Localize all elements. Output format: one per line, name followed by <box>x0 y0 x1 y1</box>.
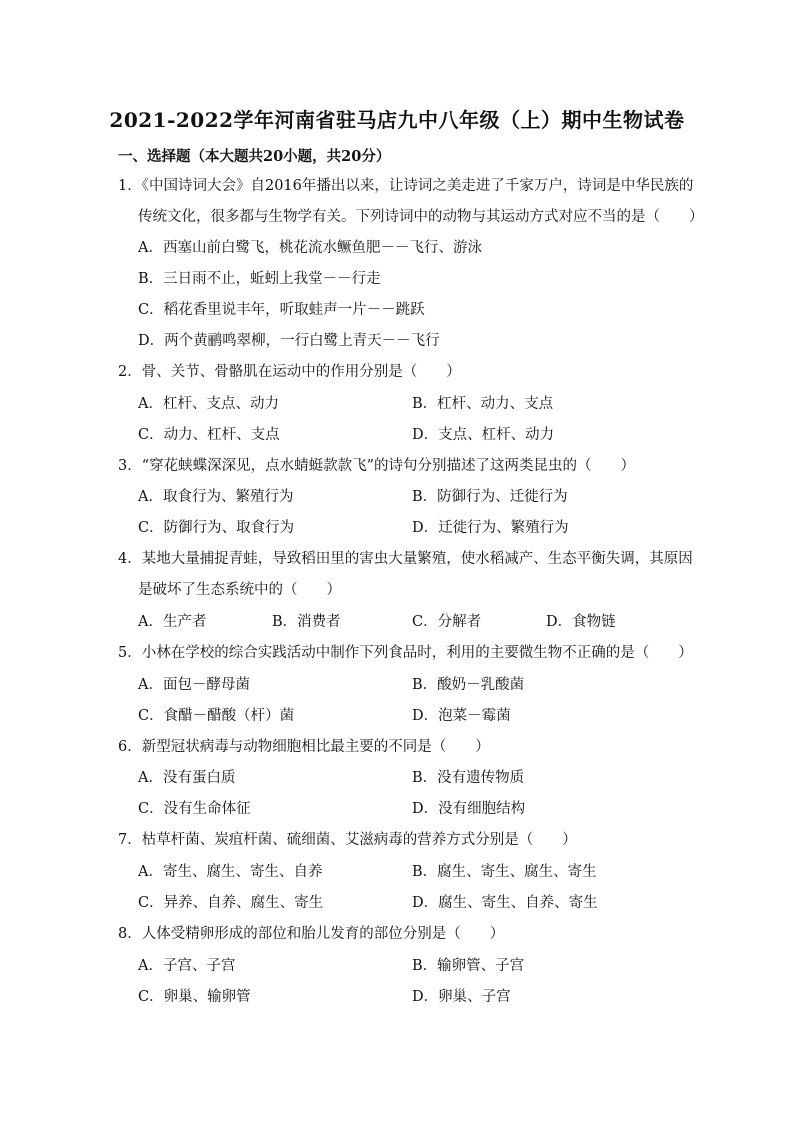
question-3-option-d: D．迁徙行为、繁殖行为 <box>412 520 569 536</box>
question-7-stem: 7．枯草杆菌、炭疽杆菌、硫细菌、艾滋病毒的营养方式分别是（ ） <box>118 832 577 848</box>
question-3-option-b: B．防御行为、迁徙行为 <box>412 489 568 505</box>
question-6-option-a: A．没有蛋白质 <box>138 770 236 786</box>
question-3-stem: 3．“穿花蛱蝶深深见，点水蜻蜓款款飞”的诗句分别描述了这两类昆虫的（ ） <box>118 458 636 474</box>
question-4-option-d: D．食物链 <box>546 614 616 630</box>
question-2-option-d: D．支点、杠杆、动力 <box>412 427 555 443</box>
question-4-option-b: B．消费者 <box>272 614 341 630</box>
question-8-option-d: D．卵巢、子宫 <box>412 989 511 1005</box>
question-7-option-c: C．异养、自养、腐生、寄生 <box>138 895 324 911</box>
question-5-stem: 5．小林在学校的综合实践活动中制作下列食品时，利用的主要微生物不正确的是（ ） <box>118 645 693 661</box>
question-8-option-a: A．子宫、子宫 <box>138 958 236 974</box>
question-4-option-c: C．分解者 <box>412 614 482 630</box>
question-6-option-b: B．没有遗传物质 <box>412 770 525 786</box>
question-8-option-c: C．卵巢、输卵管 <box>138 989 251 1005</box>
question-1-stem-line-2: 传统文化，很多都与生物学有关。下列诗词中的动物与其运动方式对应不当的是（ ） <box>138 209 704 225</box>
exam-title: 2021-2022学年河南省驻马店九中八年级（上）期中生物试卷 <box>109 108 685 132</box>
question-1-option-b: B．三日雨不止，蚯蚓上我堂－－行走 <box>138 271 381 287</box>
question-6-option-d: D．没有细胞结构 <box>412 801 526 817</box>
question-7-option-a: A．寄生、腐生、寄生、自养 <box>138 864 323 880</box>
question-4-stem-line-2: 是破坏了生态系统中的（ ） <box>138 582 341 598</box>
question-1-option-a: A．西塞山前白鹭飞，桃花流水鳜鱼肥－－飞行、游泳 <box>138 240 482 256</box>
question-8-option-b: B．输卵管、子宫 <box>412 958 525 974</box>
question-2-option-c: C．动力、杠杆、支点 <box>138 427 280 443</box>
question-5-option-d: D．泡菜－霉菌 <box>412 708 511 724</box>
question-4-stem-line-1: 4．某地大量捕捉青蛙，导致稻田里的害虫大量繁殖，使水稻减产、生态平衡失调，其原因 <box>118 551 693 567</box>
question-7-option-b: B．腐生、寄生、腐生、寄生 <box>412 864 597 880</box>
question-2-option-a: A．杠杆、支点、动力 <box>138 396 279 412</box>
question-5-option-c: C．食醋－醋酸（杆）菌 <box>138 708 295 724</box>
question-6-stem: 6．新型冠状病毒与动物细胞相比最主要的不同是（ ） <box>118 739 490 755</box>
question-1-option-c: C．稻花香里说丰年，听取蛙声一片－－跳跃 <box>138 302 425 318</box>
question-1-option-d: D．两个黄鹂鸣翠柳，一行白鹭上青天－－飞行 <box>138 333 440 349</box>
question-2-stem: 2．骨、关节、骨骼肌在运动中的作用分别是（ ） <box>118 364 461 380</box>
question-3-option-a: A．取食行为、繁殖行为 <box>138 489 294 505</box>
question-8-stem: 8．人体受精卵形成的部位和胎儿发育的部位分别是（ ） <box>118 926 505 942</box>
question-5-option-b: B．酸奶－乳酸菌 <box>412 677 525 693</box>
question-6-option-c: C．没有生命体征 <box>138 801 251 817</box>
question-3-option-c: C．防御行为、取食行为 <box>138 520 295 536</box>
question-7-option-d: D．腐生、寄生、自养、寄生 <box>412 895 598 911</box>
question-1-stem-line-1: 1．《中国诗词大会》自2016年播出以来，让诗词之美走进了千家万户，诗词是中华民族的 <box>118 178 694 194</box>
question-2-option-b: B．杠杆、动力、支点 <box>412 396 554 412</box>
section-heading: 一、选择题（本大题共20小题，共20分） <box>118 148 391 165</box>
question-4-option-a: A．生产者 <box>138 614 207 630</box>
question-5-option-a: A．面包－酵母菌 <box>138 677 250 693</box>
